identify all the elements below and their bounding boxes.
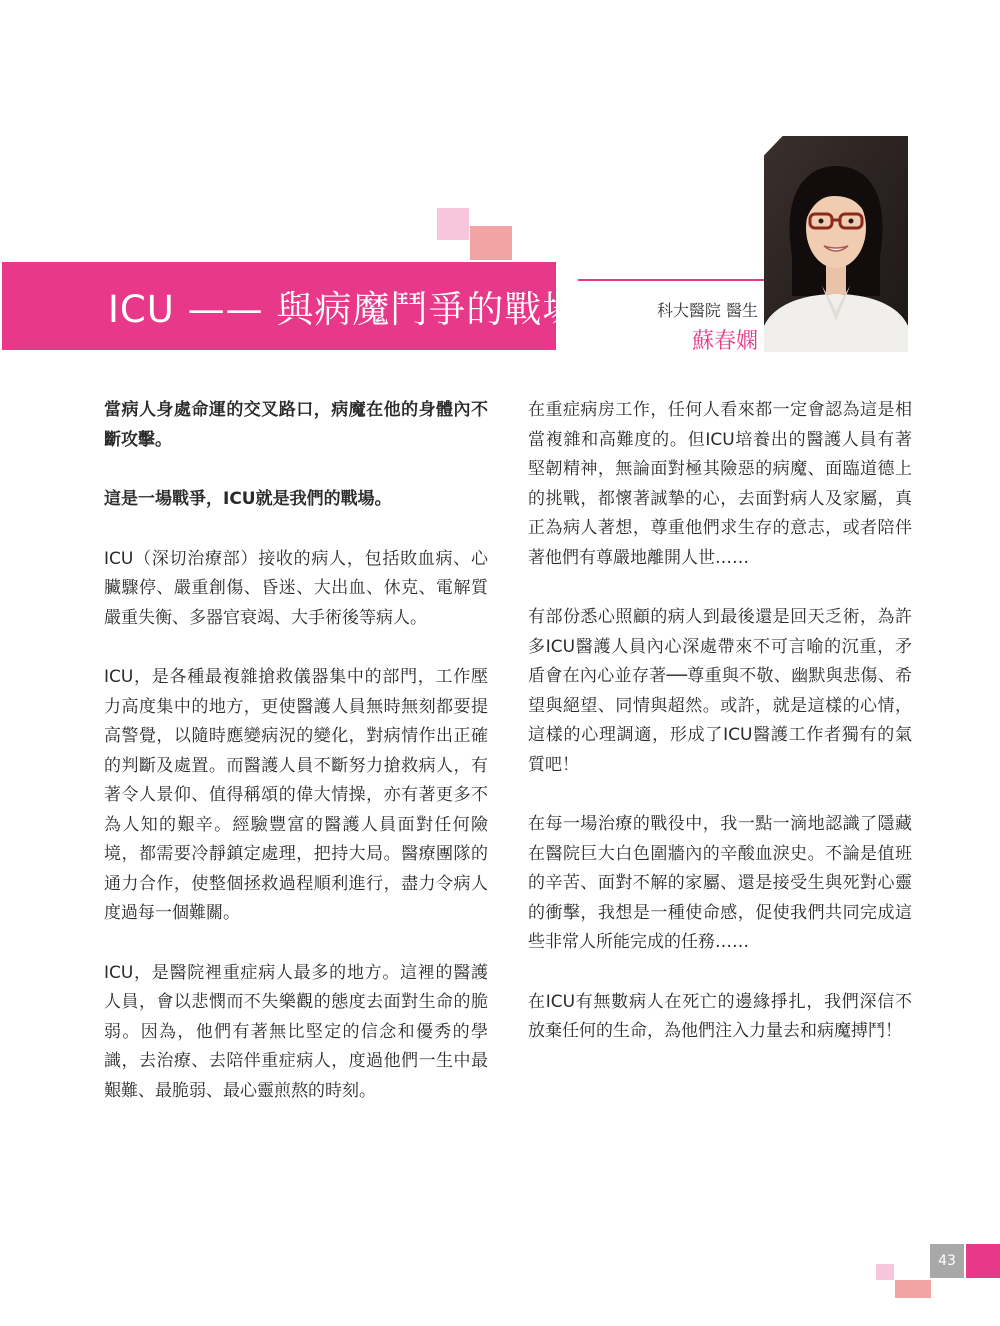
page-number: 43 bbox=[930, 1244, 964, 1278]
right-column bbox=[528, 396, 912, 1077]
decorative-square-pink bbox=[966, 1244, 1000, 1278]
decorative-square-salmon bbox=[895, 1280, 931, 1298]
body-paragraph: ICU，是各種最複雜搶救儀器集中的部門，工作壓力高度集中的地方，更使醫護人員無時無刻都要提高警覺，以隨時應變病況的變化，對病情作出正確的判斷及處置。而醫護人員不斷努力搶救病人，有著令人景仰、值得稱頌的偉大情操，亦有著更多不為人知的艱辛。經驗豐富的醫護人員面對任何險境，都需要冷靜鎮定處理，把持大局。醫療團隊的通力合作，使整個拯救過程順利進行，盡力令病人度過每一個難關。 bbox=[104, 667, 488, 923]
author-photo bbox=[764, 136, 908, 352]
intro-paragraph: 這是一場戰爭，ICU就是我們的戰場。 bbox=[104, 489, 392, 509]
author-divider bbox=[578, 279, 768, 281]
author-name: 蘇春嫻 bbox=[691, 329, 758, 354]
body-paragraph: 在ICU有無數病人在死亡的邊緣掙扎，我們深信不放棄任何的生命，為他們注入力量去和病魔搏鬥！ bbox=[528, 991, 912, 1041]
body-paragraph: 有部份悉心照顧的病人到最後還是回天乏術，為許多ICU醫護人員內心深處帶來不可言喻的沉重，矛盾會在內心並存著──尊重與不敬、幽默與悲傷、希望與絕望、同情與超然。或許，就是這樣的心情，這樣的心理調適，形成了ICU醫護工作者獨有的氣質吧！ bbox=[528, 607, 912, 775]
decorative-square-salmon bbox=[470, 226, 512, 260]
left-column bbox=[104, 396, 488, 1136]
body-paragraph: ICU，是醫院裡重症病人最多的地方。這裡的醫護人員，會以悲憫而不失樂觀的態度去面對生命的脆弱。因為，他們有著無比堅定的信念和優秀的學識，去治療、去陪伴重症病人，度過他們一生中最艱難、最脆弱、最心靈煎熬的時刻。 bbox=[104, 962, 488, 1101]
intro-paragraph: 當病人身處命運的交叉路口，病魔在他的身體內不斷攻擊。 bbox=[104, 400, 488, 450]
decorative-square-light bbox=[876, 1264, 894, 1280]
page-title: ICU —— 與病魔鬥爭的戰場 bbox=[108, 288, 581, 331]
author-role: 科大醫院 醫生 bbox=[656, 301, 758, 320]
body-paragraph: ICU（深切治療部）接收的病人，包括敗血病、心臟驟停、嚴重創傷、昏迷、大出血、休克、電解質嚴重失衡、多器官衰竭、大手術後等病人。 bbox=[104, 548, 488, 628]
body-paragraph: 在重症病房工作，任何人看來都一定會認為這是相當複雜和高難度的。但ICU培養出的醫護人員有著堅韌精神，無論面對極其險惡的病魔、面臨道德上的挑戰，都懷著誠摯的心，去面對病人及家屬，真正為病人著想，尊重他們求生存的意志，或者陪伴著他們有尊嚴地離開人世…… bbox=[528, 400, 912, 568]
body-paragraph: 在每一場治療的戰役中，我一點一滴地認識了隱藏在醫院巨大白色圍牆內的辛酸血淚史。不論是值班的辛苦、面對不解的家屬、還是接受生與死對心靈的衝擊，我想是一種使命感，促使我們共同完成這些非常人所能完成的任務…… bbox=[528, 814, 912, 952]
decorative-square-light bbox=[437, 208, 469, 240]
